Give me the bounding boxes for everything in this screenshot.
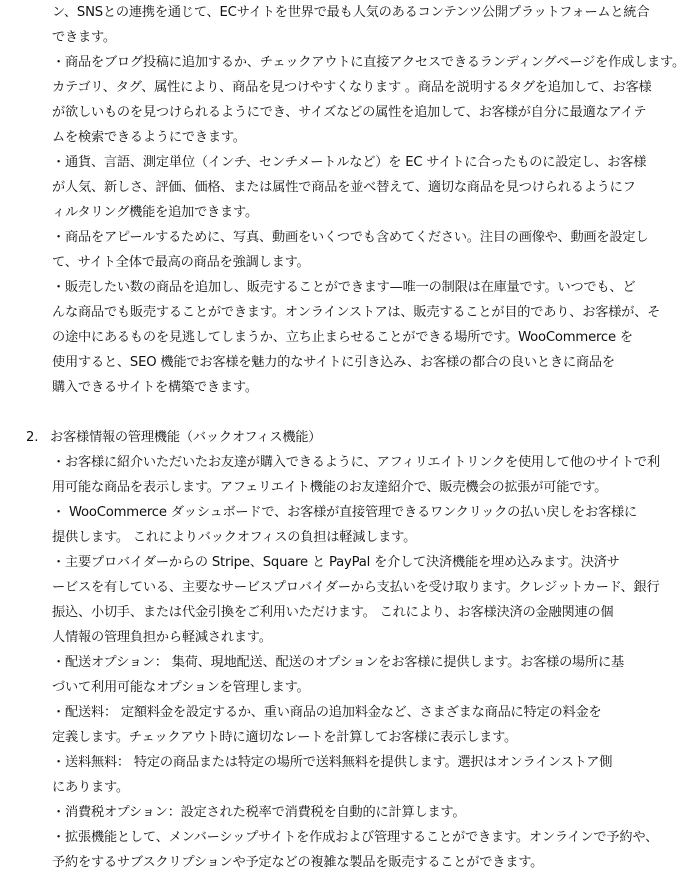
text-line: ・商品をアピールするために、写真、動画をいくつでも含めてください。注目の画像や、動画を設定し: [52, 230, 649, 245]
text-line: ムを検索できるようにできます。: [52, 130, 246, 145]
text-line: ・主要プロバイダーからの Stripe、Square と PayPal を介して決済機能を埋め込みます。決済サ: [52, 555, 620, 570]
text-line: ・お客様に紹介いただいたお友達が購入できるように、アフィリエイトリンクを使用して他のサイトで利: [52, 455, 660, 470]
text-line: ・拡張機能として、メンバーシップサイトを作成および管理することができます。オンラインで予約や、: [52, 830, 659, 845]
text-line: ・ WooCommerce ダッシュボードで、お客様が直接管理できるワンクリックの払い戻しをお客様に: [52, 505, 637, 520]
text-line: 人情報の管理負担から軽減されます。: [52, 630, 272, 645]
text-line: ・商品をブログ投稿に追加するか、チェックアウトに直接アクセスできるランディングページを作成します。: [52, 55, 685, 70]
text-line: 用可能な商品を表示します。アフェリエイト機能のお友達紹介で、販売機会の拡張が可能です。: [52, 480, 608, 495]
text-line: ・消費税オプション：設定された税率で消費税を自動的に計算します。: [52, 805, 466, 820]
text-line: ・通貨、言語、測定単位（インチ、センチメートルなど）を EC サイトに合ったものに設定し、お客様: [52, 155, 647, 170]
text-line: 振込、小切手、または代金引換をご利用いただけます。 これにより、お客様決済の金融関連の個: [52, 605, 614, 620]
text-line: が欲しいものを見つけられるようにでき、サイズなどの属性を追加して、お客様が自分に最適なアイテ: [52, 105, 647, 120]
text-line: ィルタリング機能を追加できます。: [52, 205, 258, 220]
text-line: カテゴリ、タグ、属性により、商品を見つけやすくなります 。商品を説明するタグを追加して、お客様: [52, 80, 652, 95]
section-title: お客様情報の管理機能（バックオフィス機能）: [50, 430, 322, 445]
text-line: 予約をするサブスクリプションや予定などの複雑な製品を販売することができます。: [52, 855, 544, 870]
text-line: んな商品でも販売することができます。オンラインストアは、販売することが目的であり、お客様が、そ: [52, 305, 661, 320]
text-line: ービスを有している、主要なサービスプロバイダーから支払いを受け取ります。クレジットカード、銀行: [52, 580, 660, 595]
text-line: が人気、新しさ、評価、価格、または属性で商品を並べ替えて、適切な商品を見つけられるようにフ: [52, 180, 636, 195]
text-line: ・送料無料： 特定の商品または特定の場所で送料無料を提供します。選択はオンラインストア側: [52, 755, 613, 770]
text-line: ・配送料： 定額料金を設定するか、重い商品の追加料金など、さまざまな商品に特定の料金を: [52, 705, 602, 720]
text-line: ・販売したい数の商品を追加し、販売することができます—唯一の制限は在庫量です。いつでも、ど: [52, 280, 636, 295]
section-number: 2.: [26, 430, 39, 445]
section-heading: [26, 425, 592, 450]
text-line: の途中にあるものを見逃してしまうか、立ち止まらせることができる場所です。WooCommerce を: [52, 330, 633, 345]
text-line: ン、SNSとの連携を通じて、ECサイトを世界で最も人気のあるコンテンツ公開プラットフォームと統合: [52, 5, 650, 20]
text-line: 購入できるサイトを構築できます。: [52, 380, 258, 395]
text-line: 使用すると、SEO 機能でお客様を魅力的なサイトに引き込み、お客様の都合の良いときに商品を: [52, 355, 615, 370]
text-line: づいて利用可能なオプションを管理します。: [52, 680, 310, 695]
text-line: て、サイト全体で最高の商品を強調します。: [52, 255, 310, 270]
text-line: 定義します。チェックアウト時に適切なレートを計算してお客様に表示します。: [52, 730, 518, 745]
text-line: にあります。: [52, 780, 129, 795]
text-line: 提供します。 これによりバックオフィスの負担は軽減します。: [52, 530, 417, 545]
text-line: できます。: [52, 30, 116, 45]
text-line: ・配送オプション： 集荷、現地配送、配送のオプションをお客様に提供します。お客様の場所に基: [52, 655, 625, 670]
